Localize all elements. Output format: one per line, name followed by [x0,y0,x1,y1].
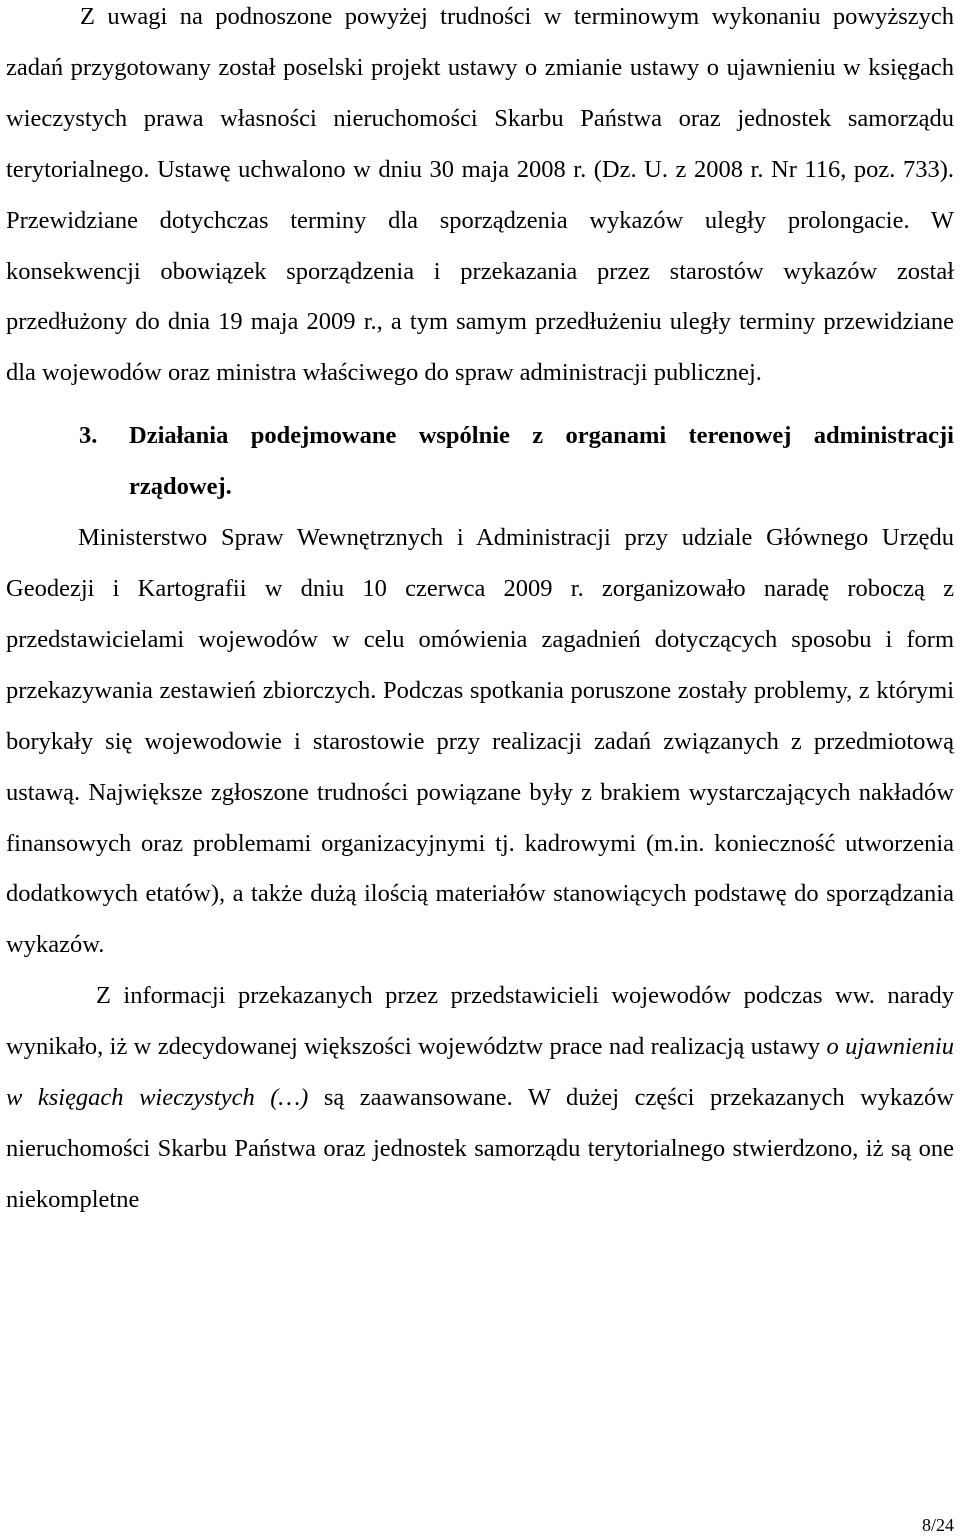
paragraph-meeting: Ministerstwo Spraw Wewnętrznych i Administracji przy udziale Głównego Urzędu Geodezji i Kartografii w dniu 10 czerwca 2009 r. zorganizowało naradę roboczą z przedstawicielami wojewodów w celu omówienia zagadnień dotyczących sposobu i form przekazywania zestawień zbiorczych. Podczas spotkania poruszone zostały problemy, z którymi borykały się wojewodowie i starostowie przy realizacji zadań związanych z przedmiotową ustawą. Największe zgłoszone trudności powiązane były z brakiem wystarczających nakładów finansowych oraz problemami organizacyjnymi tj. kadrowymi (m.in. konieczność utworzenia dodatkowych etatów), a także dużą ilością materiałów stanowiących podstawę do sporządzania wykazów. [6,524,954,959]
page-number: 8/24 [921,1515,954,1535]
paragraph-legislation: Z uwagi na podnoszone powyżej trudności w terminowym wykonaniu powyższych zadań przygotowany został poselski projekt ustawy o zmianie ustawy o ujawnieniu w księgach wieczystych prawa własności nieruchomości Skarbu Państwa oraz jednostek samorządu terytorialnego. Ustawę uchwalono w dniu 30 maja 2008 r. (Dz. U. z 2008 r. Nr 116, poz. 733). Przewidziane dotychczas terminy dla sporządzenia wykazów uległy prolongacie. W konsekwencji obowiązek sporządzenia i przekazania przez starostów wykazów został przedłużony do dnia 19 maja 2009 r., a tym samym przedłużeniu uległy terminy przewidziane dla wojewodów oraz ministra właściwego do spraw administracji publicznej. [6,3,954,387]
section-number: 3. [79,422,98,450]
paragraph-information-text-end: są zaawansowane. W dużej części przekazanych wykazów nieruchomości Skarbu Państwa oraz jednostek samorządu terytorialnego stwierdzono, iż są one niekompletne [6,1084,954,1213]
section-heading [6,411,954,513]
act-title-italic: o ujawnieniu w księgach wieczystych (…) [6,1033,954,1112]
paragraph-information [6,971,954,1226]
document-page [6,0,954,1226]
section-title: Działania podejmowane wspólnie z organami terenowej administracji rządowej. [129,422,954,501]
paragraph-information-text-start: Z informacji przekazanych przez przedstawicieli wojewodów podczas ww. narady wynikało, iż w zdecydowanej większości województw prace nad realizacją ustawy [6,982,954,1061]
